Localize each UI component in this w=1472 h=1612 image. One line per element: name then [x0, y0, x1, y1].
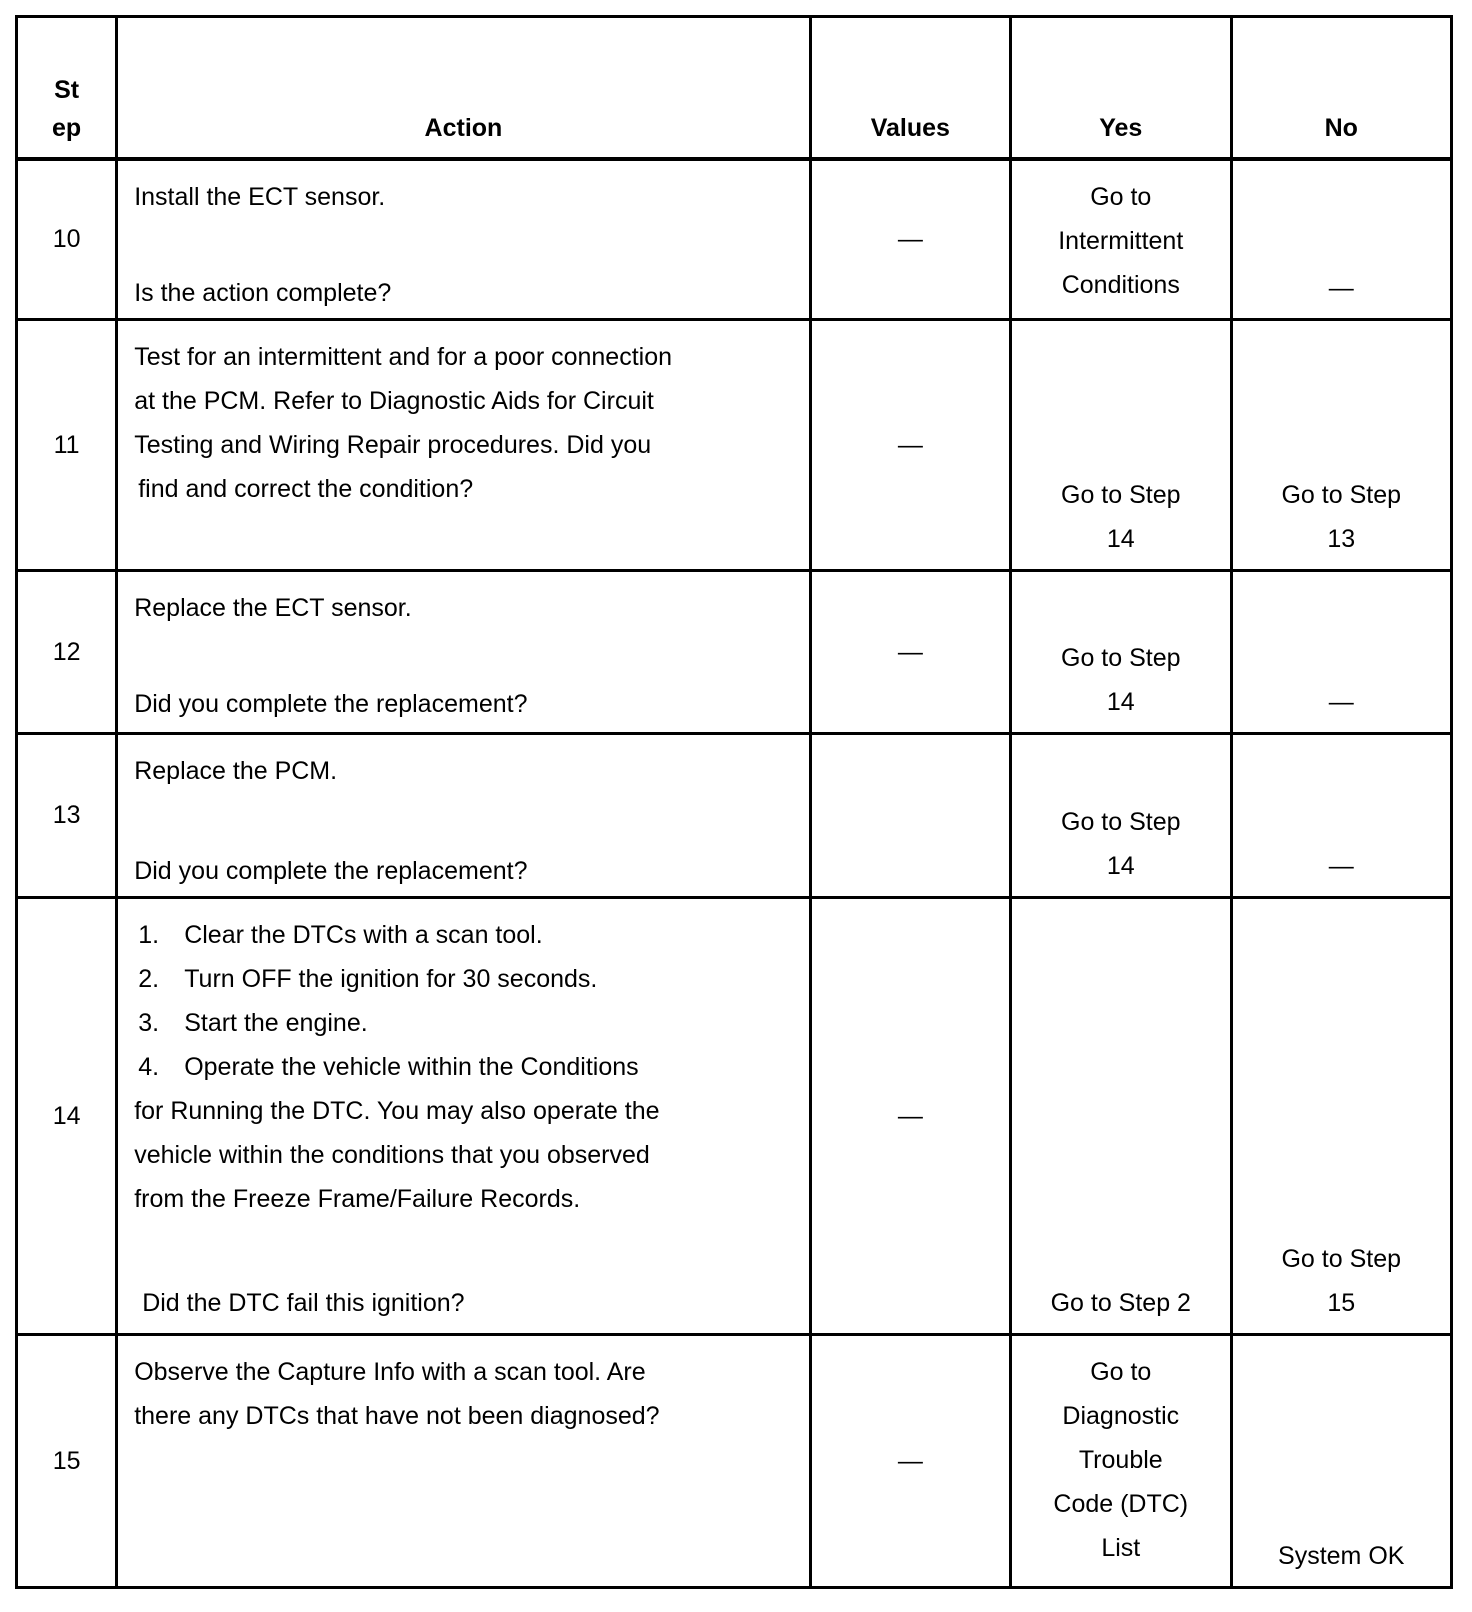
- action-question: Did you complete the replacement?: [134, 689, 528, 718]
- yes-line: List: [1101, 1534, 1141, 1563]
- no-line: 13: [1327, 524, 1356, 553]
- no-cell: [1231, 897, 1452, 1334]
- table-row: [17, 897, 1452, 1334]
- header-values: Values: [810, 17, 1010, 159]
- yes-line: Go to: [1090, 182, 1152, 211]
- action-cell: [117, 570, 810, 733]
- action-cell: [117, 733, 810, 897]
- yes-cell: [1011, 159, 1231, 320]
- no-line: 15: [1327, 1289, 1356, 1318]
- yes-cell: [1011, 1335, 1231, 1588]
- values-cell: —: [810, 1335, 1010, 1588]
- yes-line: 14: [1106, 524, 1135, 553]
- action-question: Did the DTC fail this ignition?: [142, 1288, 465, 1317]
- no-line: —: [1328, 687, 1354, 716]
- action-line: for Running the DTC. You may also operate the: [134, 1096, 660, 1125]
- action-cell: [117, 897, 810, 1334]
- values-cell: —: [810, 320, 1010, 571]
- yes-cell: [1011, 320, 1231, 571]
- action-line: there any DTCs that have not been diagnosed?: [134, 1402, 660, 1431]
- yes-line: 14: [1106, 687, 1135, 716]
- yes-cell: [1011, 733, 1231, 897]
- yes-line: Go to Step 2: [1050, 1289, 1191, 1318]
- no-cell: [1231, 320, 1452, 571]
- action-cell: [117, 1335, 810, 1588]
- no-line: —: [1328, 851, 1354, 880]
- action-cell: [117, 320, 810, 571]
- step-number: 10: [17, 159, 117, 320]
- action-line: Replace the ECT sensor.: [134, 593, 412, 622]
- header-no: No: [1231, 17, 1452, 159]
- no-line: —: [1328, 274, 1354, 303]
- header-step: [17, 17, 117, 159]
- step-number: 14: [17, 897, 117, 1334]
- action-cell: [117, 159, 810, 320]
- action-line: vehicle within the conditions that you observed: [134, 1140, 650, 1169]
- action-line: Test for an intermittent and for a poor connection: [134, 343, 673, 372]
- step-number: 15: [17, 1335, 117, 1588]
- header-step-line2: ep: [52, 113, 82, 142]
- list-item: 1. Clear the DTCs with a scan tool.: [138, 920, 543, 949]
- no-line: Go to Step: [1281, 1245, 1402, 1274]
- yes-line: Go to Step: [1061, 807, 1181, 836]
- no-cell: [1231, 159, 1452, 320]
- action-line: find and correct the condition?: [138, 475, 474, 504]
- yes-cell: [1011, 897, 1231, 1334]
- values-cell: [810, 733, 1010, 897]
- action-line: Observe the Capture Info with a scan tool. Are: [134, 1358, 646, 1387]
- list-item: 2. Turn OFF the ignition for 30 seconds.: [138, 964, 598, 993]
- table-row: [17, 1335, 1452, 1588]
- no-cell: [1231, 1335, 1452, 1588]
- action-line: from the Freeze Frame/Failure Records.: [134, 1184, 581, 1213]
- action-question: Is the action complete?: [134, 278, 392, 307]
- list-item: 4. Operate the vehicle within the Conditions: [138, 1052, 639, 1081]
- list-item: 3. Start the engine.: [138, 1008, 368, 1037]
- yes-line: Code (DTC): [1053, 1490, 1189, 1519]
- step-number: 13: [17, 733, 117, 897]
- yes-line: Intermittent: [1058, 226, 1184, 255]
- yes-line: Diagnostic: [1062, 1402, 1180, 1431]
- action-question: Did you complete the replacement?: [134, 856, 528, 885]
- values-cell: —: [810, 897, 1010, 1334]
- table-row: [17, 159, 1452, 320]
- action-line: Replace the PCM.: [134, 756, 338, 785]
- action-line: Testing and Wiring Repair procedures. Did you: [134, 431, 652, 460]
- no-line: System OK: [1278, 1542, 1405, 1570]
- procedure-list: [134, 913, 796, 1089]
- table-row: [17, 733, 1452, 897]
- yes-line: Go to Step: [1061, 643, 1181, 672]
- table-row: [17, 320, 1452, 571]
- action-line: at the PCM. Refer to Diagnostic Aids for Circuit: [134, 387, 654, 416]
- yes-line: Go to Step: [1061, 480, 1181, 509]
- header-row: [17, 17, 1452, 159]
- yes-line: Conditions: [1061, 270, 1180, 299]
- step-number: 11: [17, 320, 117, 571]
- values-cell: —: [810, 159, 1010, 320]
- header-step-line1: St: [54, 75, 80, 104]
- no-cell: [1231, 733, 1452, 897]
- diagnostic-table: [15, 15, 1453, 1589]
- no-line: Go to Step: [1281, 480, 1402, 509]
- header-yes: Yes: [1011, 17, 1231, 159]
- action-line: Install the ECT sensor.: [134, 182, 386, 211]
- header-action: Action: [117, 17, 810, 159]
- yes-line: Go to: [1090, 1358, 1152, 1387]
- yes-line: 14: [1106, 851, 1135, 880]
- no-cell: [1231, 570, 1452, 733]
- values-cell: —: [810, 570, 1010, 733]
- yes-line: Trouble: [1078, 1446, 1163, 1475]
- yes-cell: [1011, 570, 1231, 733]
- step-number: 12: [17, 570, 117, 733]
- table-row: [17, 570, 1452, 733]
